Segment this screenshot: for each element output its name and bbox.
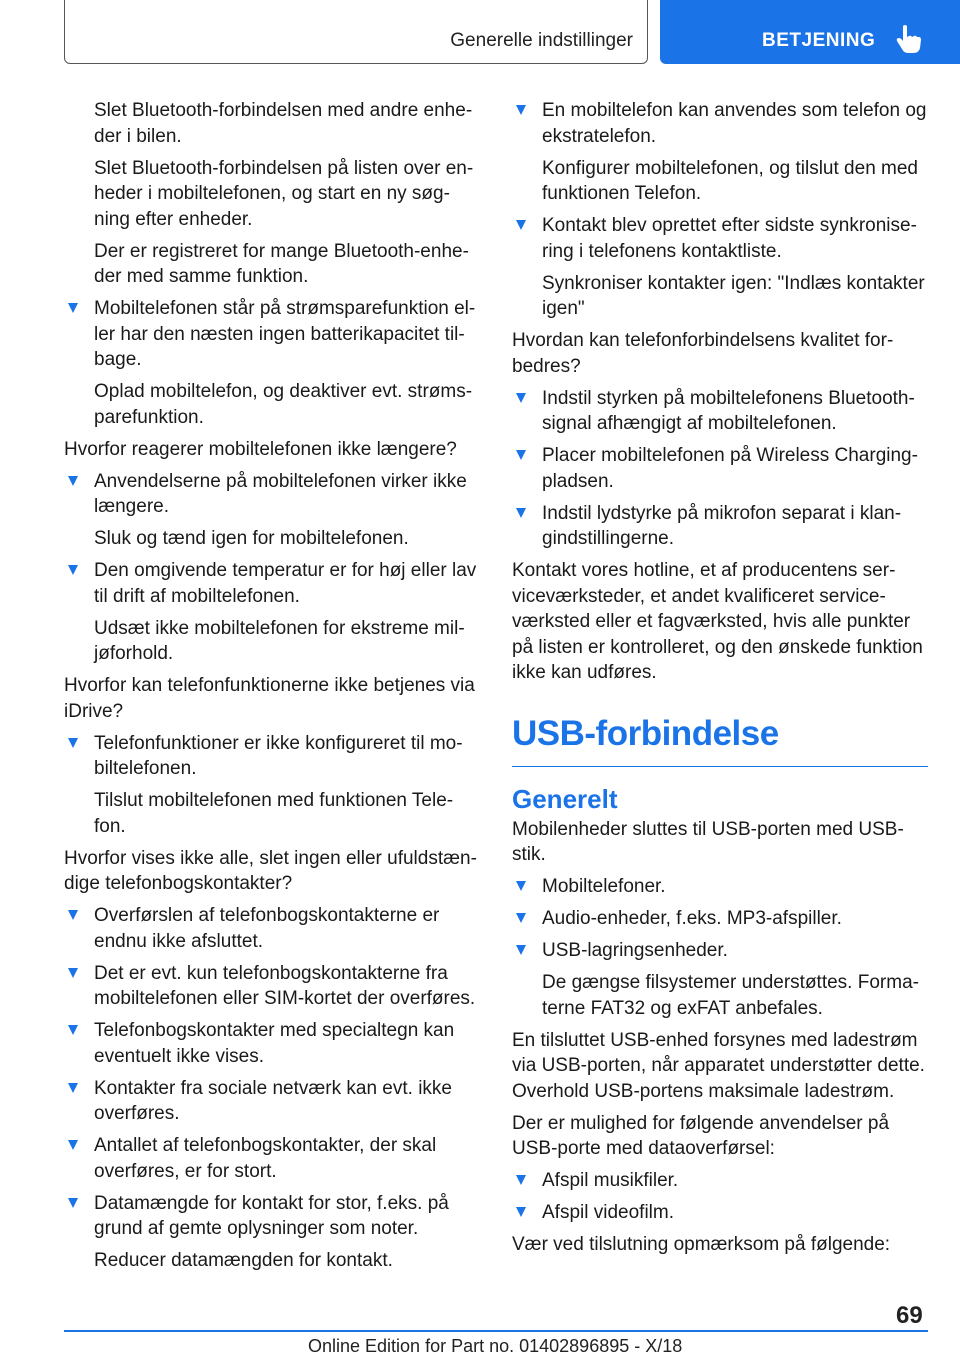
indented-text-content: Synkroniser kontakter igen: "Indlæs kontakter igen" <box>542 272 925 319</box>
edition-note: Online Edition for Part no. 01402896895 - X/18 <box>308 1336 683 1356</box>
chapter-tab[interactable] <box>660 0 960 64</box>
indented-text-content: Tilslut mobiltelefonen med funktionen Telefon. <box>94 790 454 837</box>
bullet-triangle-icon <box>516 945 526 955</box>
list-item <box>64 469 478 520</box>
bullet-triangle-icon <box>68 476 78 486</box>
chapter-title: BETJENING <box>762 30 876 51</box>
indented-text <box>64 239 478 290</box>
indented-text <box>64 98 478 149</box>
hand-pointer-icon <box>896 24 922 54</box>
indented-text <box>64 788 478 839</box>
list-item <box>512 443 928 494</box>
list-item <box>64 903 478 954</box>
page-number: 69 <box>896 1302 923 1329</box>
list-item-text: Telefonfunktioner er ikke konfigureret til mobiltelefonen. <box>94 732 463 779</box>
paragraph <box>64 437 478 463</box>
list-item-text: Kontakter fra sociale netværk kan evt. ikke overføres. <box>94 1077 452 1124</box>
list-item-text: Den omgivende temperatur er for høj eller lav til drift af mobiltelefonen. <box>94 560 477 607</box>
list-item-text: Overførslen af telefonbogskontakterne er endnu ikke afsluttet. <box>94 905 440 952</box>
section-heading-text: USB-forbindelse <box>512 713 779 753</box>
indented-text-content: De gængse filsystemer understøttes. Formaterne FAT32 og exFAT anbefales. <box>542 972 919 1019</box>
list-item-text: Audio-enheder, f.eks. MP3-afspiller. <box>542 908 842 929</box>
list-item-text: Datamængde for kontakt for stor, f.eks. på grund af gemte oplysninger som noter. <box>94 1192 449 1239</box>
indented-text-content: Slet Bluetooth-forbindelsen på listen over enheder i mobiltelefonen, og start en ny søgning efter enheder. <box>94 157 474 230</box>
left-column <box>64 98 478 1280</box>
paragraph-text: En tilsluttet USB-enhed forsynes med ladestrøm via USB-porten, når apparatet understøtter dette. Overhold USB-portens maksimale ladestrøm. <box>512 1029 925 1102</box>
list-item-text: Telefonbogskontakter med specialtegn kan eventuelt ikke vises. <box>94 1020 455 1067</box>
bullet-triangle-icon <box>68 1140 78 1150</box>
paragraph <box>512 558 928 686</box>
section-heading <box>512 714 928 767</box>
paragraph <box>64 846 478 897</box>
list-item <box>512 938 928 964</box>
paragraph-text: Der er mulighed for følgende anvendelser på USB-porte med dataoverførsel: <box>512 1112 890 1159</box>
bullet-triangle-icon <box>68 303 78 313</box>
indented-text <box>512 970 928 1021</box>
indented-text <box>512 156 928 207</box>
paragraph-text: Hvorfor reagerer mobiltelefonen ikke længere? <box>64 438 457 460</box>
list-item <box>512 1200 928 1226</box>
list-item <box>64 296 478 373</box>
list-item <box>512 98 928 149</box>
bullet-triangle-icon <box>516 220 526 230</box>
indented-text-content: Konfigurer mobiltelefonen, og tilslut den med funktionen Telefon. <box>542 157 919 204</box>
list-item <box>64 961 478 1012</box>
list-item <box>512 1168 928 1194</box>
list-item-text: Afspil musikfiler. <box>542 1170 679 1191</box>
bullet-triangle-icon <box>516 881 526 891</box>
list-item <box>512 213 928 264</box>
bullet-triangle-icon <box>516 508 526 518</box>
indented-text-content: Slet Bluetooth-forbindelsen med andre enheder i bilen. <box>94 100 473 147</box>
paragraph <box>512 1111 928 1162</box>
bullet-triangle-icon <box>516 105 526 115</box>
subsection-heading <box>512 783 928 815</box>
indented-text <box>512 271 928 322</box>
list-item <box>512 906 928 932</box>
list-item <box>64 1133 478 1184</box>
section-title: Generelle indstillinger <box>450 30 633 51</box>
list-item-text: Afspil videofilm. <box>542 1202 674 1223</box>
paragraph <box>64 673 478 724</box>
list-item <box>64 1076 478 1127</box>
bullet-triangle-icon <box>516 913 526 923</box>
list-item <box>64 1018 478 1069</box>
paragraph-text: Kontakt vores hotline, et af producentens serviceværksteder, et andet kvalificeret serviceværksted eller et fagværksted, hvis alle punkter på listen er kontrolleret, og den ønskede funktion ikke kan udføres. <box>512 560 923 683</box>
list-item-text: Mobiltelefonen står på strømsparefunktion eller har den næsten ingen batterikapacitet tilbage. <box>94 298 476 370</box>
paragraph <box>512 1028 928 1105</box>
indented-text-content: Sluk og tænd igen for mobiltelefonen. <box>94 528 409 549</box>
list-item-text: Kontakt blev oprettet efter sidste synkronisering i telefonens kontaktliste. <box>542 215 917 262</box>
bullet-triangle-icon <box>516 393 526 403</box>
bullet-triangle-icon <box>68 1198 78 1208</box>
list-item <box>512 501 928 552</box>
indented-text <box>64 1248 478 1274</box>
bullet-triangle-icon <box>68 910 78 920</box>
list-item-text: USB-lagringsenheder. <box>542 940 728 961</box>
bullet-triangle-icon <box>516 1175 526 1185</box>
indented-text-content: Udsæt ikke mobiltelefonen for ekstreme miljøforhold. <box>94 617 465 664</box>
bullet-triangle-icon <box>516 450 526 460</box>
bullet-triangle-icon <box>68 1083 78 1093</box>
bullet-triangle-icon <box>68 738 78 748</box>
indented-text-content: Reducer datamængden for kontakt. <box>94 1250 393 1271</box>
paragraph-text: Hvordan kan telefonforbindelsens kvalitet forbedres? <box>512 330 894 377</box>
footer-divider <box>64 1330 928 1332</box>
list-item <box>64 558 478 609</box>
bullet-triangle-icon <box>68 565 78 575</box>
list-item-text: Antallet af telefonbogskontakter, der skal overføres, er for stort. <box>94 1135 437 1182</box>
paragraph <box>512 328 928 379</box>
paragraph <box>512 817 928 868</box>
list-item <box>512 386 928 437</box>
list-item-text: Placer mobiltelefonen på Wireless Charging-pladsen. <box>542 445 918 492</box>
header-section-box <box>64 0 648 64</box>
paragraph-text: Mobilenheder sluttes til USB-porten med USB-stik. <box>512 818 904 865</box>
indented-text-content: Der er registreret for mange Bluetooth-enheder med samme funktion. <box>94 240 469 287</box>
right-column <box>512 98 928 1264</box>
list-item-text: Indstil lydstyrke på mikrofon separat i klangindstillingerne. <box>542 502 902 549</box>
paragraph-text: Vær ved tilslutning opmærksom på følgende: <box>512 1234 891 1255</box>
indented-text <box>64 616 478 667</box>
paragraph-text: Hvorfor kan telefonfunktionerne ikke betjenes via iDrive? <box>64 675 475 722</box>
list-item <box>64 731 478 782</box>
bullet-triangle-icon <box>68 968 78 978</box>
list-item-text: Det er evt. kun telefonbogskontakterne fra mobiltelefonen eller SIM-kortet der overføres. <box>94 962 476 1009</box>
bullet-triangle-icon <box>516 1207 526 1217</box>
indented-text <box>64 379 478 430</box>
list-item <box>512 874 928 900</box>
indented-text <box>64 156 478 233</box>
indented-text-content: Oplad mobiltelefon, og deaktiver evt. strømsparefunktion. <box>94 381 473 428</box>
indented-text <box>64 526 478 552</box>
paragraph <box>512 1232 928 1258</box>
list-item-text: Anvendelserne på mobiltelefonen virker ikke længere. <box>94 470 467 517</box>
list-item <box>64 1191 478 1242</box>
list-item-text: Mobiltelefoner. <box>542 876 666 897</box>
paragraph-text: Hvorfor vises ikke alle, slet ingen eller ufuldstændige telefonbogskontakter? <box>64 847 477 894</box>
list-item-text: En mobiltelefon kan anvendes som telefon og ekstratelefon. <box>542 100 927 147</box>
bullet-triangle-icon <box>68 1025 78 1035</box>
subsection-heading-text: Generelt <box>512 783 618 814</box>
list-item-text: Indstil styrken på mobiltelefonens Bluetooth-signal afhængigt af mobiltelefonen. <box>542 387 915 434</box>
